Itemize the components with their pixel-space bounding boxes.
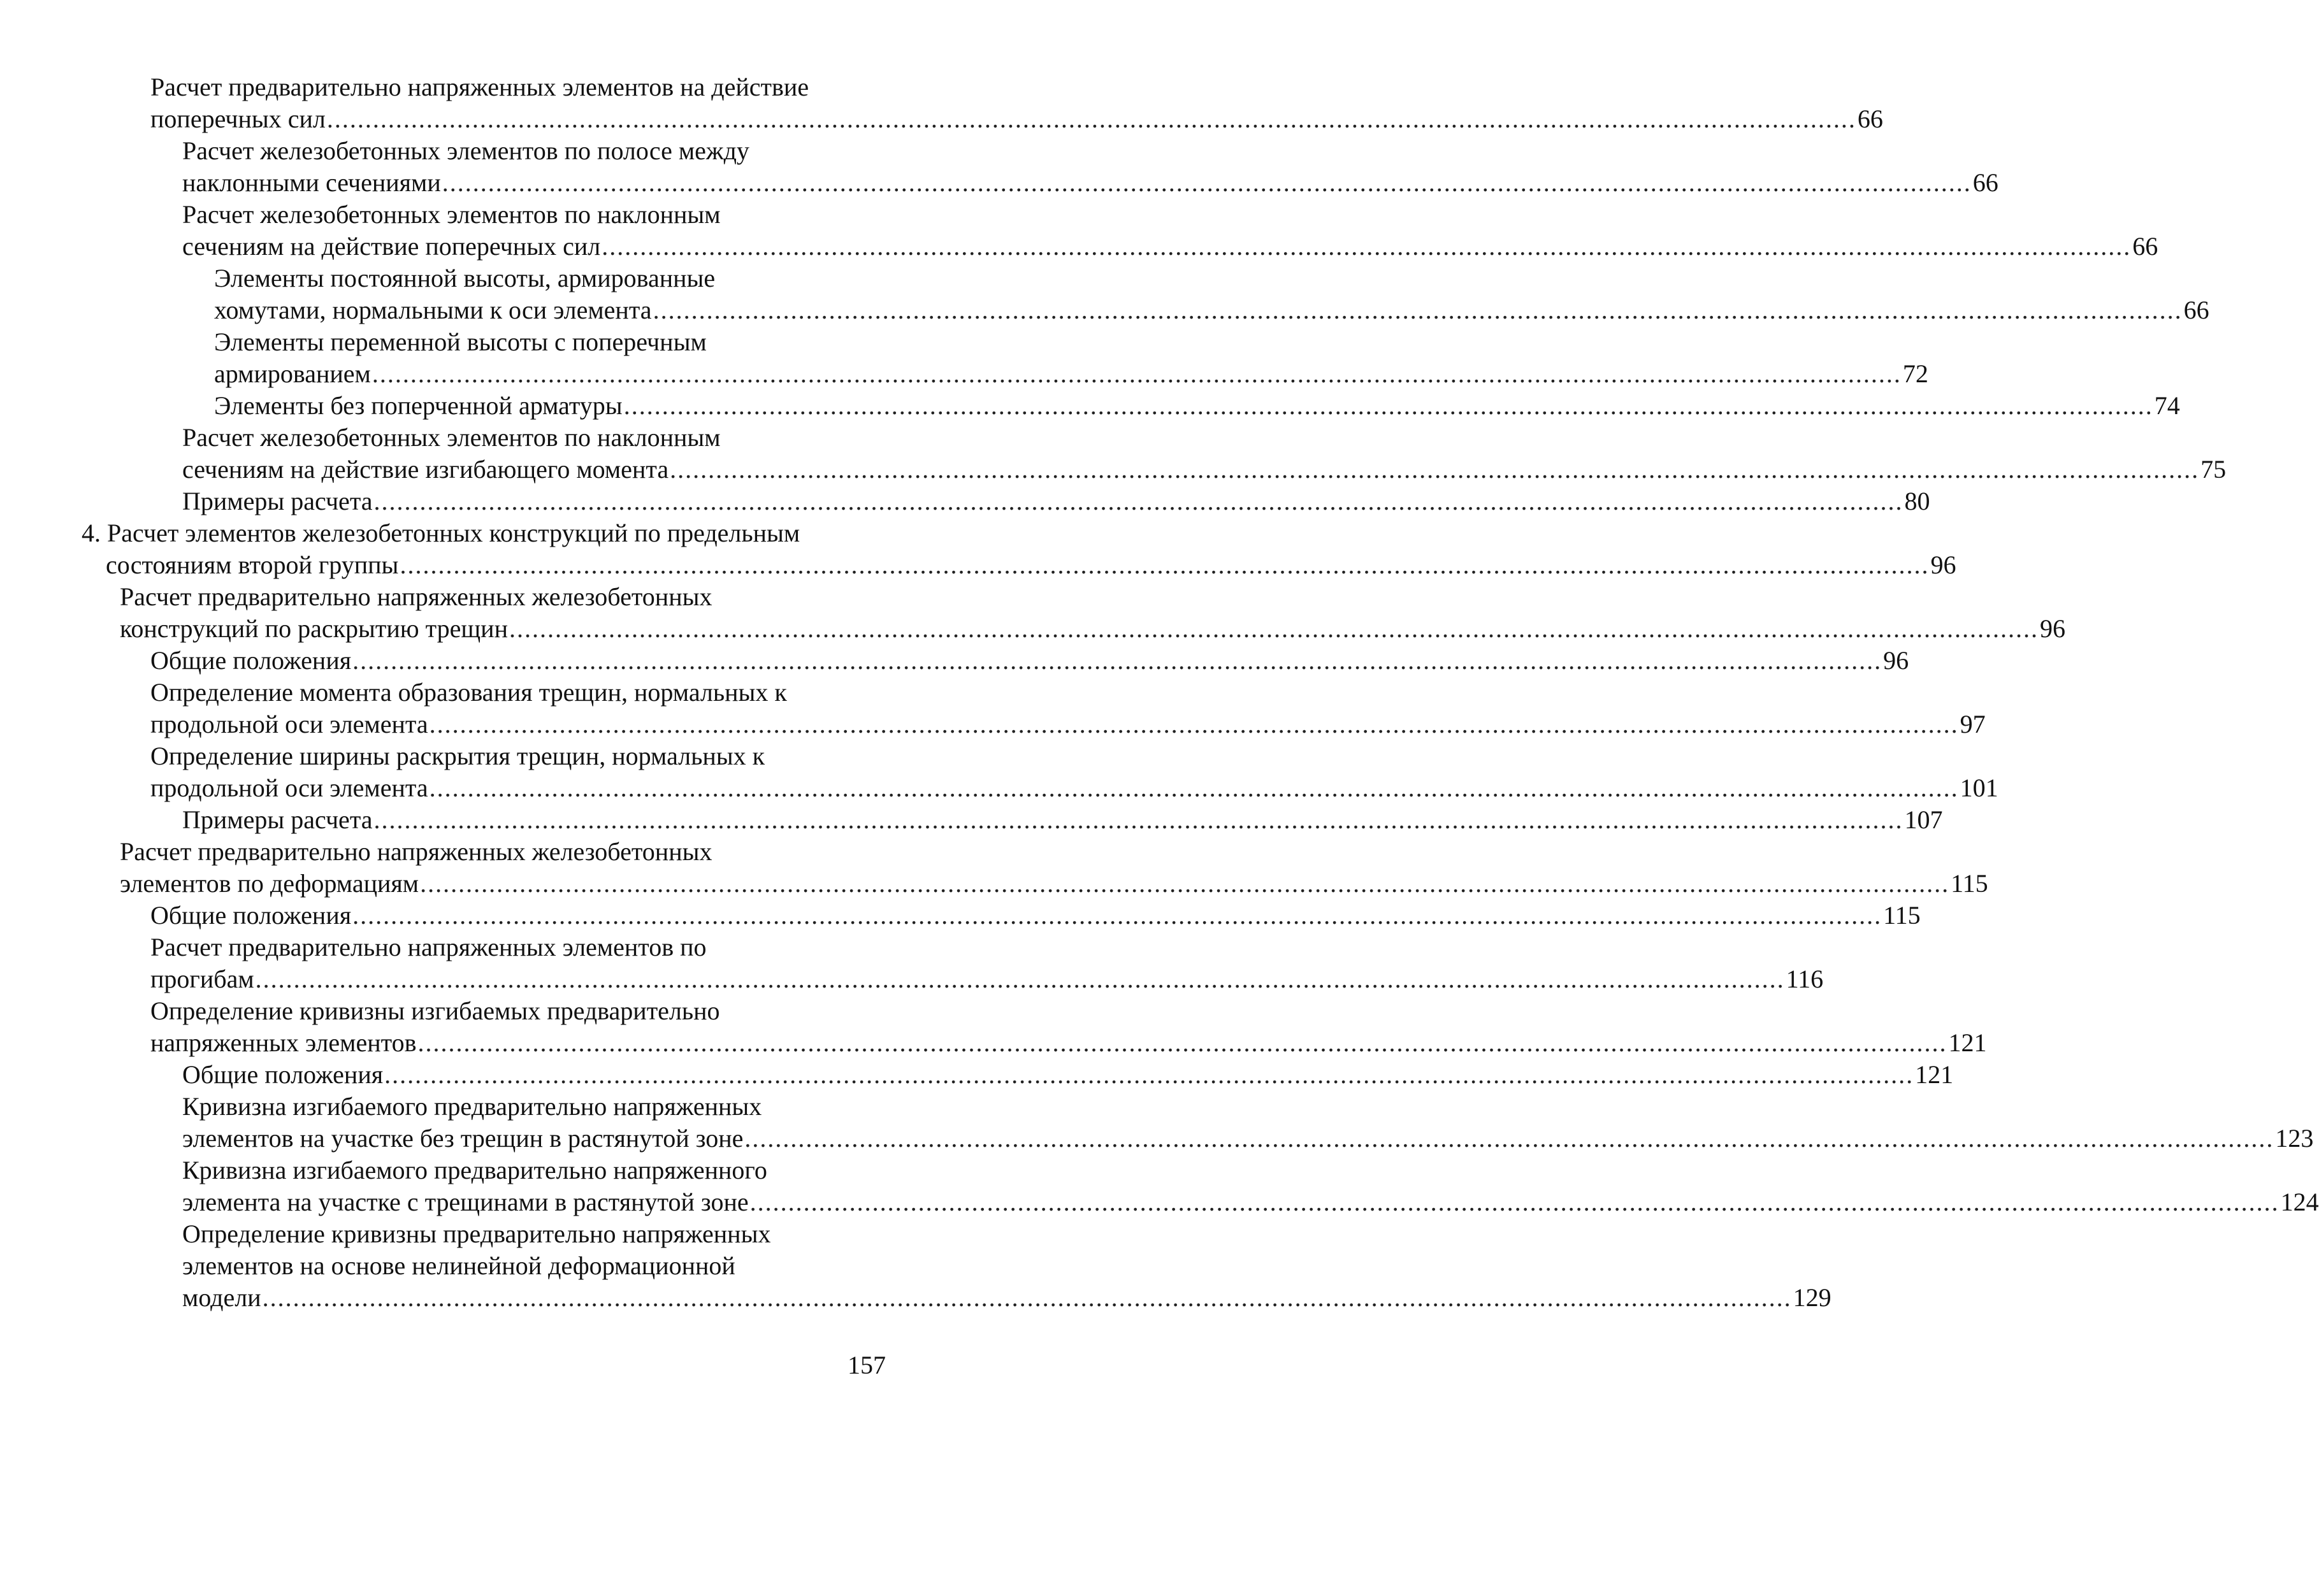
toc-entry-title: Определение кривизны изгибаемых предварительно xyxy=(150,996,720,1025)
toc-entry[interactable] xyxy=(182,199,2158,262)
toc-entry-line xyxy=(214,390,2180,422)
toc-entry-line xyxy=(182,1059,1954,1091)
toc-entry-line xyxy=(214,294,2209,326)
dot-leader: ........................................................................................................................................................................................................ xyxy=(400,550,1930,579)
toc-entry-title: элемента на участке с трещинами в растянутой зоне xyxy=(182,1188,749,1216)
toc-entry-title: Кривизна изгибаемого предварительно напряженных xyxy=(182,1092,762,1121)
toc-entry-page-number: 66 xyxy=(2132,232,2158,261)
toc-entry-title: продольной оси элемента xyxy=(150,710,428,738)
toc-entry[interactable] xyxy=(214,262,2209,326)
toc-entry-title: Элементы без поперченной арматуры xyxy=(214,391,623,420)
dot-leader: ........................................................................................................................................................................................................ xyxy=(262,1283,1792,1312)
table-of-contents xyxy=(0,71,2319,1314)
toc-entry-title: поперечных сил xyxy=(150,104,326,133)
toc-entry-line xyxy=(150,772,1998,804)
toc-entry-line xyxy=(182,1123,2314,1154)
toc-entry-title: 4. Расчет элементов железобетонных конструкций по предельным xyxy=(82,519,800,547)
toc-entry-title: Расчет железобетонных элементов по наклонным xyxy=(182,423,721,452)
toc-entry-title: Расчет железобетонных элементов по наклонным xyxy=(182,200,721,229)
toc-entry-page-number: 96 xyxy=(2039,614,2065,643)
dot-leader: ........................................................................................................................................................................................................ xyxy=(326,104,1856,133)
toc-entry-line xyxy=(182,1282,1831,1314)
toc-entry-line xyxy=(150,708,1986,740)
toc-entry-page-number: 123 xyxy=(2275,1124,2314,1153)
dot-leader: ........................................................................................................................................................................................................ xyxy=(255,965,1785,993)
dot-leader: ........................................................................................................................................................................................................ xyxy=(384,1060,1914,1089)
toc-entry-line xyxy=(214,358,1928,390)
toc-entry-page-number: 72 xyxy=(1902,359,1928,388)
page-number: 157 xyxy=(848,1351,886,1379)
dot-leader: ........................................................................................................................................................................................................ xyxy=(372,359,1902,388)
toc-entry[interactable] xyxy=(150,740,1998,804)
toc-entry-title: Определение кривизны предварительно напряженных xyxy=(182,1219,771,1248)
toc-entry[interactable] xyxy=(150,71,1883,135)
dot-leader: ........................................................................................................................................................................................................ xyxy=(429,710,1959,738)
toc-entry-line xyxy=(120,868,1988,900)
toc-entry-title: хомутами, нормальными к оси элемента xyxy=(214,296,652,324)
toc-entry-page-number: 74 xyxy=(2154,391,2180,420)
toc-entry-page-number: 115 xyxy=(1883,901,1921,930)
toc-entry-title: Кривизна изгибаемого предварительно напряженного xyxy=(182,1156,767,1184)
toc-entry-page-number: 75 xyxy=(2200,455,2227,484)
toc-entry-title: сечениям на действие поперечных сил xyxy=(182,232,601,261)
toc-entry-title: Общие положения xyxy=(150,901,352,930)
toc-entry-line xyxy=(150,103,1883,135)
toc-entry-line xyxy=(182,804,1943,836)
toc-entry-title: Общие положения xyxy=(150,646,352,675)
toc-entry[interactable] xyxy=(182,1154,2319,1218)
toc-entry[interactable] xyxy=(150,677,1986,740)
toc-entry-page-number: 101 xyxy=(1960,773,1998,802)
toc-entry-title: конструкций по раскрытию трещин xyxy=(120,614,508,643)
dot-leader: ........................................................................................................................................................................................................ xyxy=(352,901,1882,930)
toc-entry-title: Примеры расчета xyxy=(182,805,373,834)
toc-entry-title: Примеры расчета xyxy=(182,487,373,515)
dot-leader: ........................................................................................................................................................................................................ xyxy=(429,773,1959,802)
toc-entry-title: элементов на участке без трещин в растянутой зоне xyxy=(182,1124,744,1153)
toc-entry-title: Расчет предварительно напряженных элементов на действие xyxy=(150,73,809,101)
toc-entry[interactable] xyxy=(182,135,1998,199)
toc-entry-page-number: 97 xyxy=(1960,710,1986,738)
toc-entry-page-number: 66 xyxy=(1857,104,1883,133)
toc-entry-line xyxy=(106,549,1956,581)
toc-entry-line xyxy=(150,900,1921,931)
toc-entry[interactable] xyxy=(214,326,1928,390)
toc-entry-page-number: 66 xyxy=(1972,168,1998,197)
dot-leader: ........................................................................................................................................................................................................ xyxy=(373,487,1904,515)
dot-leader: ........................................................................................................................................................................................................ xyxy=(373,805,1904,834)
toc-entry[interactable] xyxy=(150,645,1909,677)
dot-leader: ........................................................................................................................................................................................................ xyxy=(509,614,2039,643)
dot-leader: ........................................................................................................................................................................................................ xyxy=(653,296,2183,324)
toc-entry[interactable] xyxy=(120,581,2065,645)
toc-entry-line xyxy=(182,1186,2319,1218)
dot-leader: ........................................................................................................................................................................................................ xyxy=(417,1028,1947,1057)
toc-entry[interactable] xyxy=(214,390,2180,422)
toc-entry-title: Элементы постоянной высоты, армированные xyxy=(214,264,716,292)
toc-entry-title: сечениям на действие изгибающего момента xyxy=(182,455,669,484)
toc-entry-page-number: 121 xyxy=(1915,1060,1954,1089)
toc-entry[interactable] xyxy=(182,1091,2314,1154)
toc-entry-page-number: 96 xyxy=(1883,646,1909,675)
toc-entry-page-number: 116 xyxy=(1786,965,1824,993)
toc-entry-title: Определение момента образования трещин, нормальных к xyxy=(150,678,787,707)
toc-entry-page-number: 80 xyxy=(1904,487,1930,515)
toc-entry-line xyxy=(120,613,2065,645)
toc-entry-line xyxy=(150,1027,1987,1059)
dot-leader: ........................................................................................................................................................................................................ xyxy=(670,455,2200,484)
toc-entry-line xyxy=(150,963,1824,995)
toc-entry-page-number: 121 xyxy=(1948,1028,1987,1057)
toc-entry-line xyxy=(182,454,2227,485)
toc-entry-page-number: 115 xyxy=(1951,869,1988,898)
toc-entry-title: Расчет железобетонных элементов по полосе между xyxy=(182,136,749,165)
toc-entry-title: напряженных элементов xyxy=(150,1028,417,1057)
toc-entry[interactable] xyxy=(182,422,2227,485)
toc-entry-title: прогибам xyxy=(150,965,254,993)
dot-leader: ........................................................................................................................................................................................................ xyxy=(420,869,1950,898)
toc-entry-line xyxy=(182,485,1930,517)
toc-entry[interactable] xyxy=(82,517,1956,581)
dot-leader: ........................................................................................................................................................................................................ xyxy=(623,391,2153,420)
toc-entry-title: элементов на основе нелинейной деформационной xyxy=(182,1251,735,1280)
toc-entry-title: состояниям второй группы xyxy=(106,550,399,579)
toc-entry-page-number: 107 xyxy=(1904,805,1943,834)
toc-entry-title: Определение ширины раскрытия трещин, нормальных к xyxy=(150,742,765,770)
toc-entry-title: Расчет предварительно напряженных железобетонных xyxy=(120,582,712,611)
toc-entry-page-number: 96 xyxy=(1930,550,1956,579)
toc-entry-page-number: 66 xyxy=(2183,296,2209,324)
toc-entry-title: Элементы переменной высоты с поперечным xyxy=(214,327,707,356)
toc-entry[interactable] xyxy=(150,931,1824,995)
toc-entry-line xyxy=(150,645,1909,677)
dot-leader: ........................................................................................................................................................................................................ xyxy=(602,232,2132,261)
toc-entry[interactable] xyxy=(150,900,1921,931)
toc-entry-line xyxy=(182,231,2158,262)
toc-entry-title: продольной оси элемента xyxy=(150,773,428,802)
toc-entry[interactable] xyxy=(182,804,1943,836)
toc-entry-title: наклонными сечениями xyxy=(182,168,441,197)
toc-entry-title: элементов по деформациям xyxy=(120,869,419,898)
toc-entry-title: модели xyxy=(182,1283,261,1312)
toc-entry-title: Расчет предварительно напряженных железобетонных xyxy=(120,837,712,866)
dot-leader: ........................................................................................................................................................................................................ xyxy=(749,1188,2279,1216)
dot-leader: ........................................................................................................................................................................................................ xyxy=(442,168,1972,197)
toc-entry-line xyxy=(182,167,1998,199)
toc-entry-title: армированием xyxy=(214,359,371,388)
toc-entry-title: Общие положения xyxy=(182,1060,384,1089)
toc-entry[interactable] xyxy=(182,1218,1831,1314)
dot-leader: ........................................................................................................................................................................................................ xyxy=(352,646,1882,675)
toc-entry-page-number: 129 xyxy=(1793,1283,1831,1312)
toc-entry[interactable] xyxy=(150,995,1987,1059)
toc-entry-page-number: 124 xyxy=(2280,1188,2319,1216)
toc-entry[interactable] xyxy=(182,485,1930,517)
toc-entry[interactable] xyxy=(120,836,1988,900)
toc-entry[interactable] xyxy=(182,1059,1954,1091)
dot-leader: ........................................................................................................................................................................................................ xyxy=(744,1124,2274,1153)
toc-entry-title: Расчет предварительно напряженных элементов по xyxy=(150,933,707,961)
